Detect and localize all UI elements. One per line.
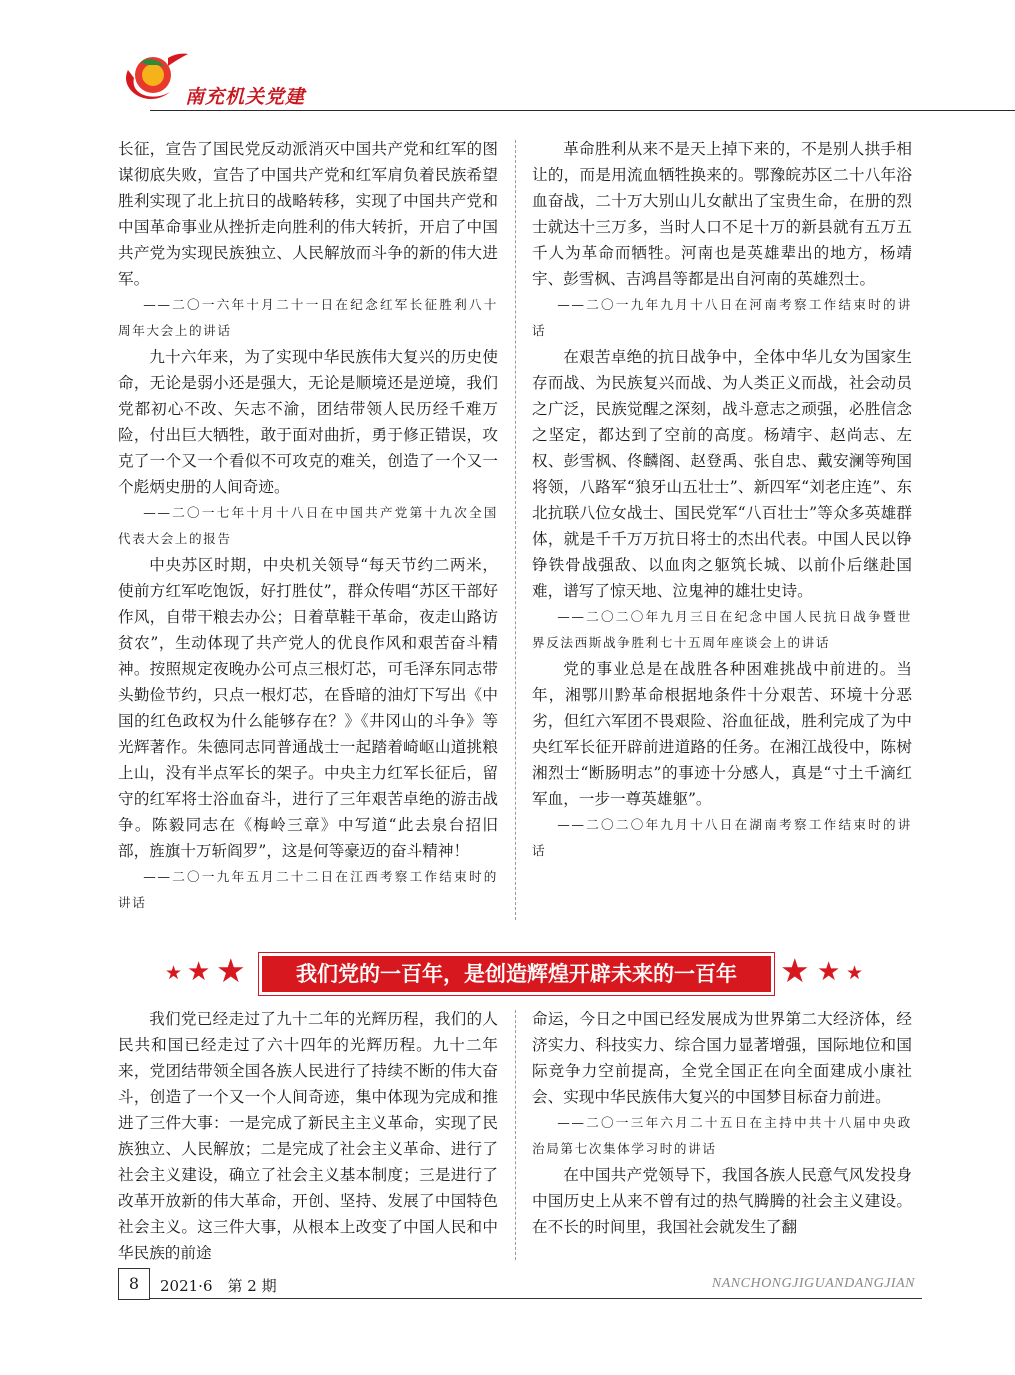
paragraph: 在中国共产党领导下，我国各族人民意气风发投身中国历史上从来不曾有过的热气腾腾的社会主义建设。在不长的时间里，我国社会就发生了翻: [532, 1166, 912, 1236]
issue-date: 2021·6 第 2 期: [160, 1277, 277, 1295]
quote-source: ——二〇一七年十月十八日在中国共产党第十九次全国代表大会上的报告: [118, 505, 498, 546]
paragraph: 党的事业总是在战胜各种困难挑战中前进的。当年，湘鄂川黔革命根据地条件十分艰苦、环境十分恶劣，但红六军团不畏艰险、浴血征战，胜利完成了为中央红军长征开辟前进道路的任务。在湘江战役中，陈树湘烈士“断肠明志”的事迹十分感人，真是“寸土千滴红军血，一步一尊英雄躯”。: [532, 660, 912, 808]
publication-name: NANCHONGJIGUANDANGJIAN: [711, 1276, 915, 1291]
header-rule: [150, 110, 1015, 111]
bottom-right-column: [532, 1006, 912, 1240]
column-divider: [515, 1010, 516, 1260]
paragraph: 在艰苦卓绝的抗日战争中，全体中华儿女为国家生存而战、为民族复兴而战、为人类正义而战，社会动员之广泛，民族觉醒之深刻，战斗意志之顽强，必胜信念之坚定，都达到了空前的高度。杨靖宇、赵尚志、左权、彭雪枫、佟麟阁、赵登禹、张自忠、戴安澜等殉国将领，八路军“狼牙山五壮士”、新四军“刘老庄连”、东北抗联八位女战士、国民党军“八百壮士”等众多英雄群体，就是千千万万抗日将士的杰出代表。中国人民以铮铮铁骨战强敌、以血肉之躯筑长城、以前仆后继赴国难，谱写了惊天地、泣鬼神的雄壮史诗。: [532, 348, 912, 600]
quote-source: ——二〇二〇年九月十八日在湖南考察工作结束时的讲话: [532, 817, 912, 858]
nanchong-logo-icon: [108, 40, 188, 110]
bottom-left-column: [118, 1006, 498, 1266]
section-banner: 我们党的一百年，是创造辉煌开辟未来的一百年: [258, 952, 775, 996]
star-icon: ★: [817, 957, 841, 987]
publication-brand: 南充机关党建: [185, 86, 306, 108]
star-icon: ★: [780, 951, 810, 990]
quote-source: ——二〇二〇年九月三日在纪念中国人民抗日战争暨世界反法西斯战争胜利七十五周年座谈会上的讲话: [532, 609, 912, 650]
star-icon: ★: [165, 962, 183, 984]
paragraph: 九十六年来，为了实现中华民族伟大复兴的历史使命，无论是弱小还是强大，无论是顺境还是逆境，我们党都初心不改、矢志不渝，团结带领人民历经千难万险，付出巨大牺牲，敢于面对曲折，勇于修正错误，攻克了一个又一个看似不可攻克的难关，创造了一个又一个彪炳史册的人间奇迹。: [118, 348, 498, 496]
quote-source: ——二〇一九年九月十八日在河南考察工作结束时的讲话: [532, 297, 912, 338]
paragraph: 中央苏区时期，中央机关领导“每天节约二两米，使前方红军吃饱饭，好打胜仗”，群众传唱“苏区干部好作风，自带干粮去办公；日着草鞋干革命，夜走山路访贫农”，生动体现了共产党人的优良作风和艰苦奋斗精神。按照规定夜晚办公可点三根灯芯，可毛泽东同志带头勤俭节约，只点一根灯芯，在昏暗的油灯下写出《中国的红色政权为什么能够存在？》《井冈山的斗争》等光辉著作。朱德同志同普通战士一起踏着崎岖山道挑粮上山，没有半点军长的架子。中央主力红军长征后，留守的红军将士浴血奋斗，进行了三年艰苦卓绝的游击战争。陈毅同志在《梅岭三章》中写道“此去泉台招旧部，旌旗十万斩阎罗”，这是何等豪迈的奋斗精神！: [118, 556, 498, 860]
column-divider: [515, 140, 516, 920]
top-right-column: [532, 136, 912, 864]
paragraph: 长征，宣告了国民党反动派消灭中国共产党和红军的图谋彻底失败，宣告了中国共产党和红军肩负着民族希望胜利实现了北上抗日的战略转移，实现了中国共产党和中国革命事业从挫折走向胜利的伟大转折，开启了中国共产党为实现民族独立、人民解放而斗争的新的伟大进军。: [118, 140, 498, 288]
page-number: 8: [118, 1268, 150, 1300]
star-icon: ★: [187, 957, 211, 987]
paragraph: 我们党已经走过了九十二年的光辉历程，我们的人民共和国已经走过了六十四年的光辉历程。九十二年来，党团结带领全国各族人民进行了持续不断的伟大奋斗，创造了一个又一个人间奇迹，集中体现为完成和推进了三件大事：一是完成了新民主主义革命，实现了民族独立、人民解放；二是完成了社会主义革命、进行了社会主义建设，确立了社会主义基本制度；三是进行了改革开放新的伟大革命，开创、坚持、发展了中国特色社会主义。这三件大事，从根本上改变了中国人民和中华民族的前途: [118, 1010, 498, 1262]
quote-source: ——二〇一六年十月二十一日在纪念红军长征胜利八十周年大会上的讲话: [118, 297, 498, 338]
quote-source: ——二〇一九年五月二十二日在江西考察工作结束时的讲话: [118, 869, 498, 910]
quote-source: ——二〇一三年六月二十五日在主持中共十八届中央政治局第七次集体学习时的讲话: [532, 1115, 912, 1156]
paragraph: 命运，今日之中国已经发展成为世界第二大经济体，经济实力、科技实力、综合国力显著增强，国际地位和国际竞争力空前提高，全党全国正在向全面建成小康社会、实现中华民族伟大复兴的中国梦目标奋力前进。: [532, 1010, 912, 1106]
star-icon: ★: [846, 962, 864, 984]
star-icon: ★: [216, 951, 246, 990]
top-left-column: [118, 136, 498, 916]
paragraph: 革命胜利从来不是天上掉下来的，不是别人拱手相让的，而是用流血牺牲换来的。鄂豫皖苏区二十八年浴血奋战，二十万大别山儿女献出了宝贵生命，在册的烈士就达十三万多，当时人口不足十万的新县就有五万五千人为革命而牺牲。河南也是英雄辈出的地方，杨靖宇、彭雪枫、吉鸿昌等都是出自河南的英雄烈士。: [532, 140, 912, 288]
footer-rule: [150, 1298, 922, 1299]
